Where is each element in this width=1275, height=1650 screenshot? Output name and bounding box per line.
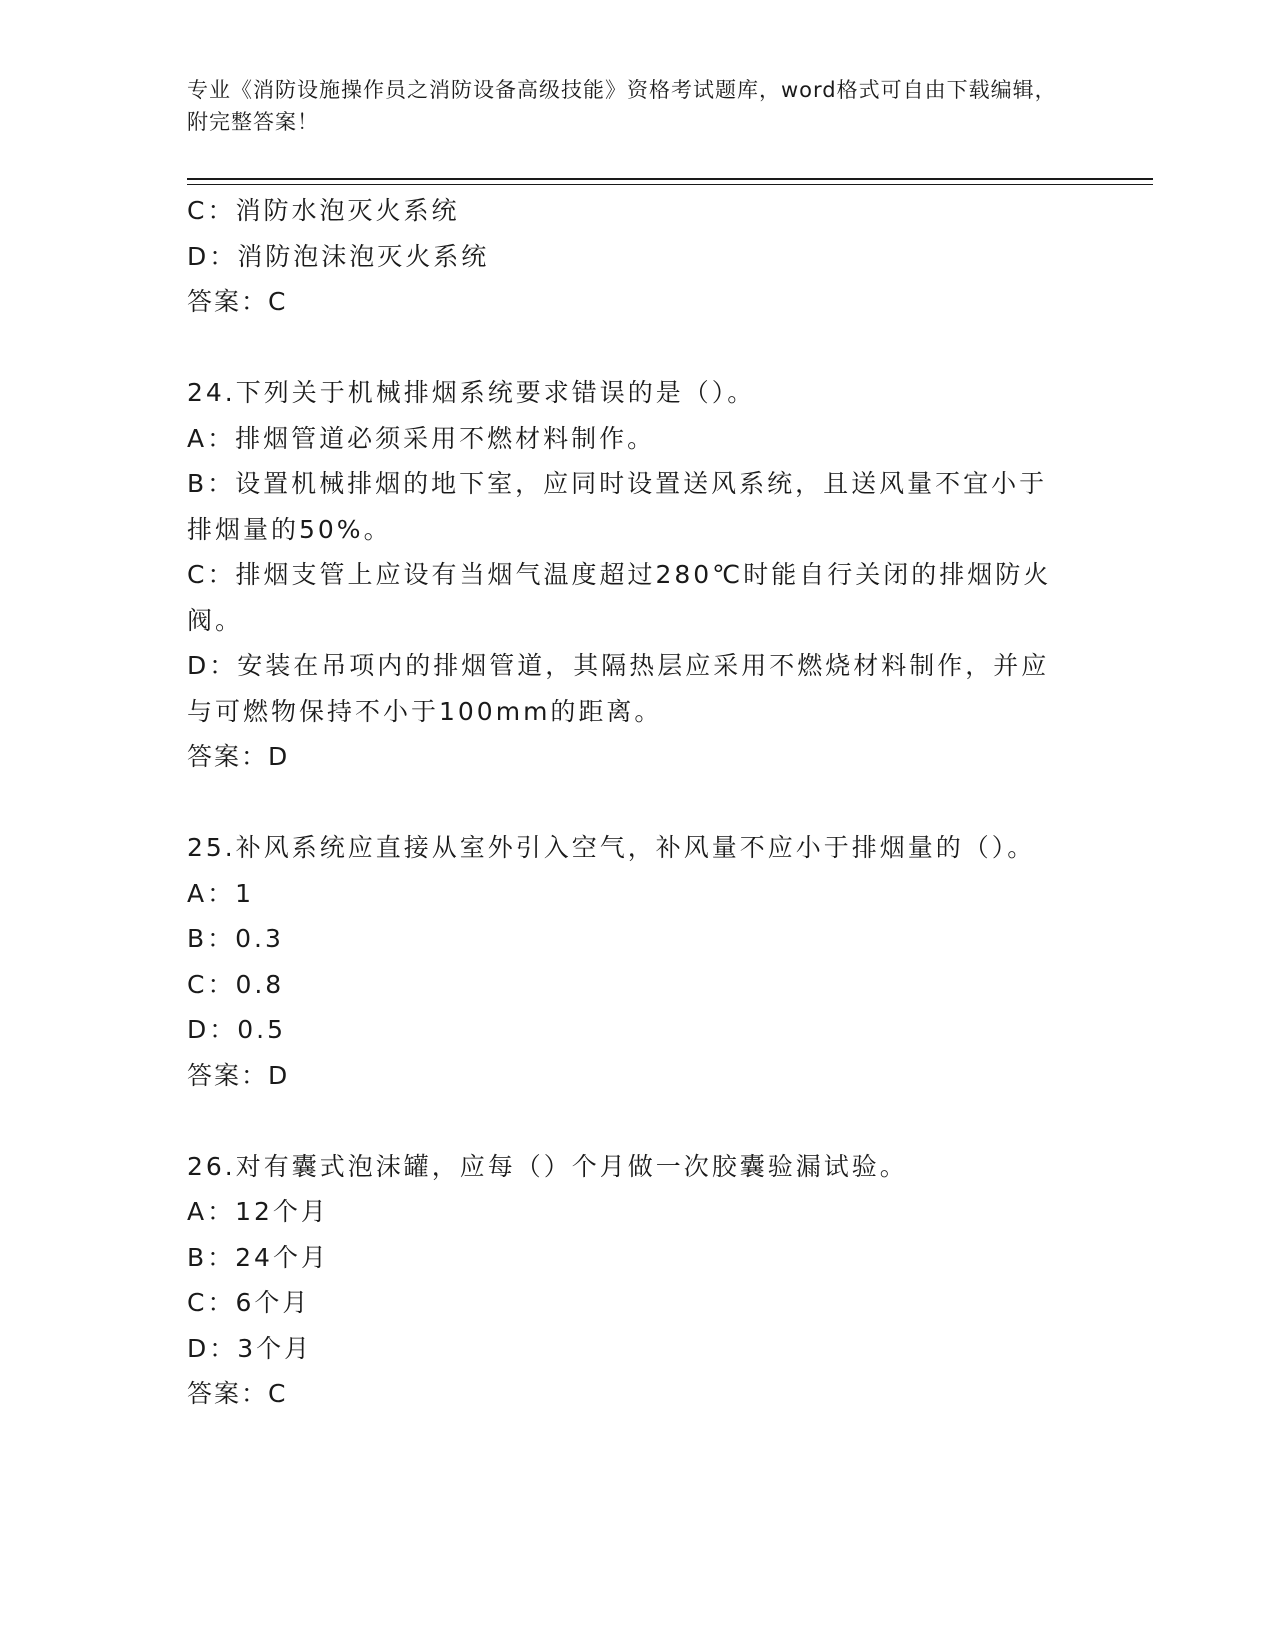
spacer <box>187 1098 1087 1144</box>
option-a: A：1 <box>187 878 255 908</box>
answer-line: 答案：D <box>187 1060 290 1090</box>
option-d: D：消防泡沫泡灭火系统 <box>187 241 490 271</box>
header-divider-thick <box>187 178 1153 180</box>
answer-line: 答案：C <box>187 1379 288 1408</box>
option-c: C：6个月 <box>187 1288 311 1317</box>
option-a: A：12个月 <box>187 1197 329 1226</box>
option-b: B：设置机械排烟的地下室，应同时设置送风系统，且送风量不宜小于排烟量的50%。 <box>187 469 1048 544</box>
spacer <box>187 325 1087 371</box>
answer-line: 答案：D <box>187 742 290 771</box>
answer-line: 答案：C <box>187 287 288 316</box>
option-b: B：24个月 <box>187 1242 329 1272</box>
question-stem: 26.对有囊式泡沫罐，应每（）个月做一次胶囊验漏试验。 <box>187 1151 908 1181</box>
option-b: B：0.3 <box>187 924 284 953</box>
option-c: C：0.8 <box>187 969 285 999</box>
question-25 <box>187 825 1087 1098</box>
question-stem: 25.补风系统应直接从室外引入空气，补风量不应小于排烟量的（）。 <box>187 833 1036 862</box>
question-24 <box>187 370 1087 780</box>
header-divider-thin <box>187 184 1153 185</box>
option-d: D：3个月 <box>187 1333 313 1363</box>
option-d: D：0.5 <box>187 1015 287 1044</box>
option-a: A：排烟管道必须采用不燃材料制作。 <box>187 423 656 453</box>
page-header: 专业《消防设施操作员之消防设备高级技能》资格考试题库，word格式可自由下载编辑，附完整答案！ <box>187 78 1057 134</box>
spacer <box>187 780 1087 826</box>
previous-question-tail <box>187 188 1087 325</box>
question-content <box>187 188 1087 1417</box>
option-d: D：安装在吊项内的排烟管道，其隔热层应采用不燃烧材料制作，并应与可燃物保持不小于100mm的距离。 <box>187 651 1050 726</box>
option-c: C：消防水泡灭火系统 <box>187 196 460 225</box>
option-c: C：排烟支管上应设有当烟气温度超过280℃时能自行关闭的排烟防火阀。 <box>187 560 1052 635</box>
question-26 <box>187 1144 1087 1417</box>
question-stem: 24.下列关于机械排烟系统要求错误的是（）。 <box>187 378 756 407</box>
